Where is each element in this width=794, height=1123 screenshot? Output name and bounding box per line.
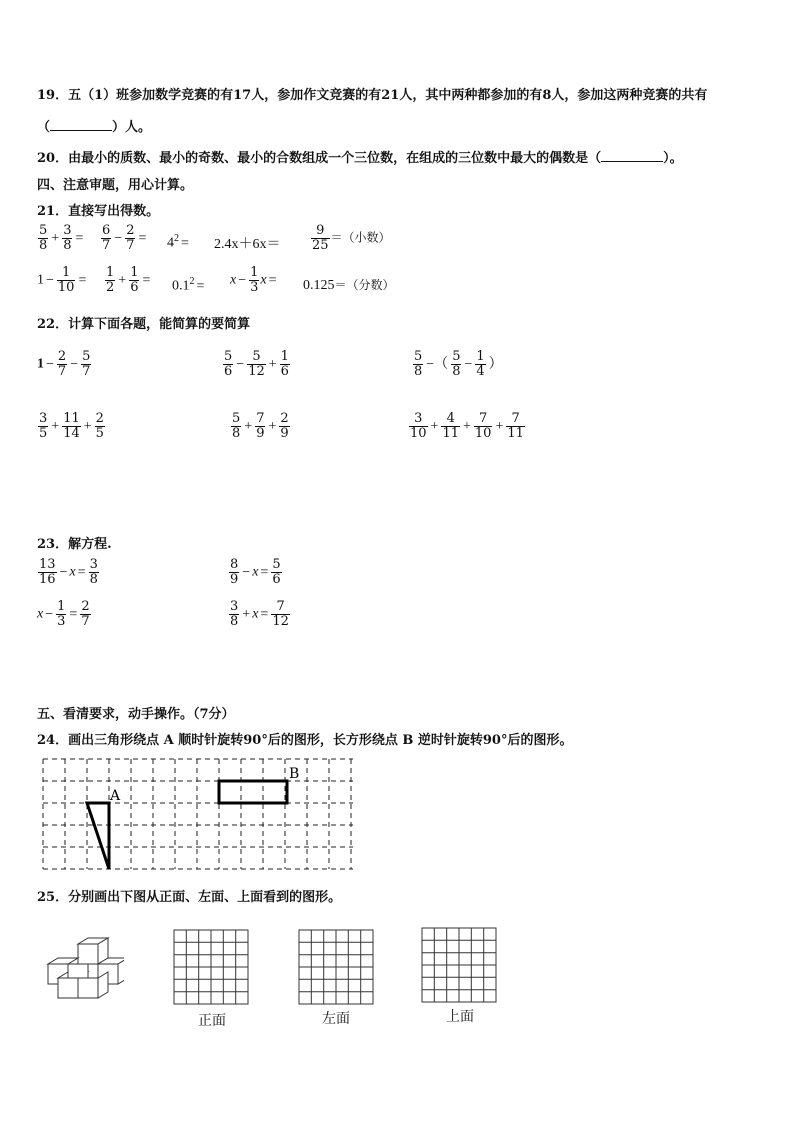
- q19-close: ）人。: [112, 120, 152, 135]
- q21-expr-10: 0.125＝（分数）: [303, 278, 395, 293]
- q21-title: 21．直接写出得数。: [37, 204, 160, 219]
- q24-triangle: [87, 803, 109, 869]
- section4-title: 四、注意审题，用心计算。: [37, 178, 194, 193]
- q22-expr-2: $\frac{5}{6}$ − $\frac{5}{12}$ + $\frac{1}{6}$: [224, 349, 289, 379]
- left-view-label: 左面: [322, 1011, 350, 1027]
- q23-eq-1: $\frac{13}{16}$ − x = $\frac{3}{8}$: [39, 557, 98, 587]
- q21-expr-7: $\frac{1}{2}$ + $\frac{1}{6}$ =: [106, 265, 151, 295]
- q22-expr-6: $\frac{3}{10}$ + $\frac{4}{11}$ + $\frac{7}{10}$ + $\frac{7}{11}$: [410, 411, 524, 441]
- q22-title: 22．计算下面各题，能简算的要简算: [37, 317, 251, 332]
- q24-grid-figure[interactable]: [40, 756, 356, 872]
- q22-expr-4: $\frac{3}{5}$ + $\frac{11}{14}$ + $\frac{2}{5}$: [39, 411, 104, 441]
- front-view-grid[interactable]: [172, 928, 252, 1006]
- q23-eq-2: $\frac{8}{9}$ − x = $\frac{5}{6}$: [230, 557, 281, 587]
- q21-expr-9: x − $\frac{1}{3}$ x =: [230, 265, 277, 295]
- q23-eq-3: x − $\frac{1}{3}$ = $\frac{2}{7}$: [37, 599, 90, 629]
- q24-rectangle: [219, 781, 287, 803]
- left-view-grid[interactable]: [297, 928, 377, 1006]
- q21-expr-1: $\frac{5}{8}$ + $\frac{3}{8}$ =: [39, 223, 84, 253]
- q19-line2: [37, 116, 151, 135]
- q20-close: ）。: [663, 151, 683, 166]
- q23-eq-4: $\frac{3}{8}$ + x = $\frac{7}{12}$: [230, 599, 289, 629]
- front-view-label: 正面: [198, 1013, 226, 1029]
- q23-title: 23．解方程.: [37, 537, 112, 552]
- q20-answer-blank[interactable]: [601, 149, 663, 162]
- q20-text: 20．由最小的质数、最小的奇数、最小的合数组成一个三位数，在组成的三位数中最大的偶数是（: [37, 151, 602, 166]
- q22-expr-1: 1 − $\frac{2}{7}$ − $\frac{5}{7}$: [37, 349, 91, 379]
- q22-expr-3: $\frac{5}{8}$ −（ $\frac{5}{8}$ − $\frac{1}{4}$ ）: [414, 349, 503, 379]
- q24-title: 24．画出三角形绕点 A 顺时针旋转90°后的图形，长方形绕点 B 逆时针旋转90°后的图形。: [37, 733, 573, 748]
- q19-answer-blank[interactable]: [50, 118, 112, 131]
- q25-title: 25．分别画出下图从正面、左面、上面看到的图形。: [37, 890, 342, 905]
- q19-open: （: [37, 120, 51, 135]
- q21-expr-6: 1 − $\frac{1}{10}$ =: [37, 265, 87, 295]
- q19-line1: 19．五（1）班参加数学竞赛的有17人，参加作文竞赛的有21人，其中两种都参加的有8人，参加这两种竞赛的共有: [37, 88, 708, 103]
- cube-stack-figure: [42, 936, 124, 1002]
- top-view-grid[interactable]: [420, 926, 500, 1004]
- q21-expr-8: $0.1^2$ =: [172, 276, 205, 294]
- q24-point-b: B: [289, 766, 300, 782]
- section5-title: 五、看清要求，动手操作。（7分）: [37, 707, 235, 722]
- q21-expr-2: $\frac{6}{7}$ − $\frac{2}{7}$ =: [102, 223, 147, 253]
- q21-expr-5: $\frac{9}{25}$ ＝（小数）: [312, 223, 391, 253]
- q24-point-a: A: [110, 788, 121, 804]
- q20-line: [37, 147, 683, 166]
- q21-expr-4: 2.4x＋6x＝: [214, 237, 281, 252]
- top-view-label: 上面: [446, 1009, 474, 1025]
- q22-expr-5: $\frac{5}{8}$ + $\frac{7}{9}$ + $\frac{2}{9}$: [232, 411, 289, 441]
- q21-expr-3: $4^2$ =: [167, 233, 189, 251]
